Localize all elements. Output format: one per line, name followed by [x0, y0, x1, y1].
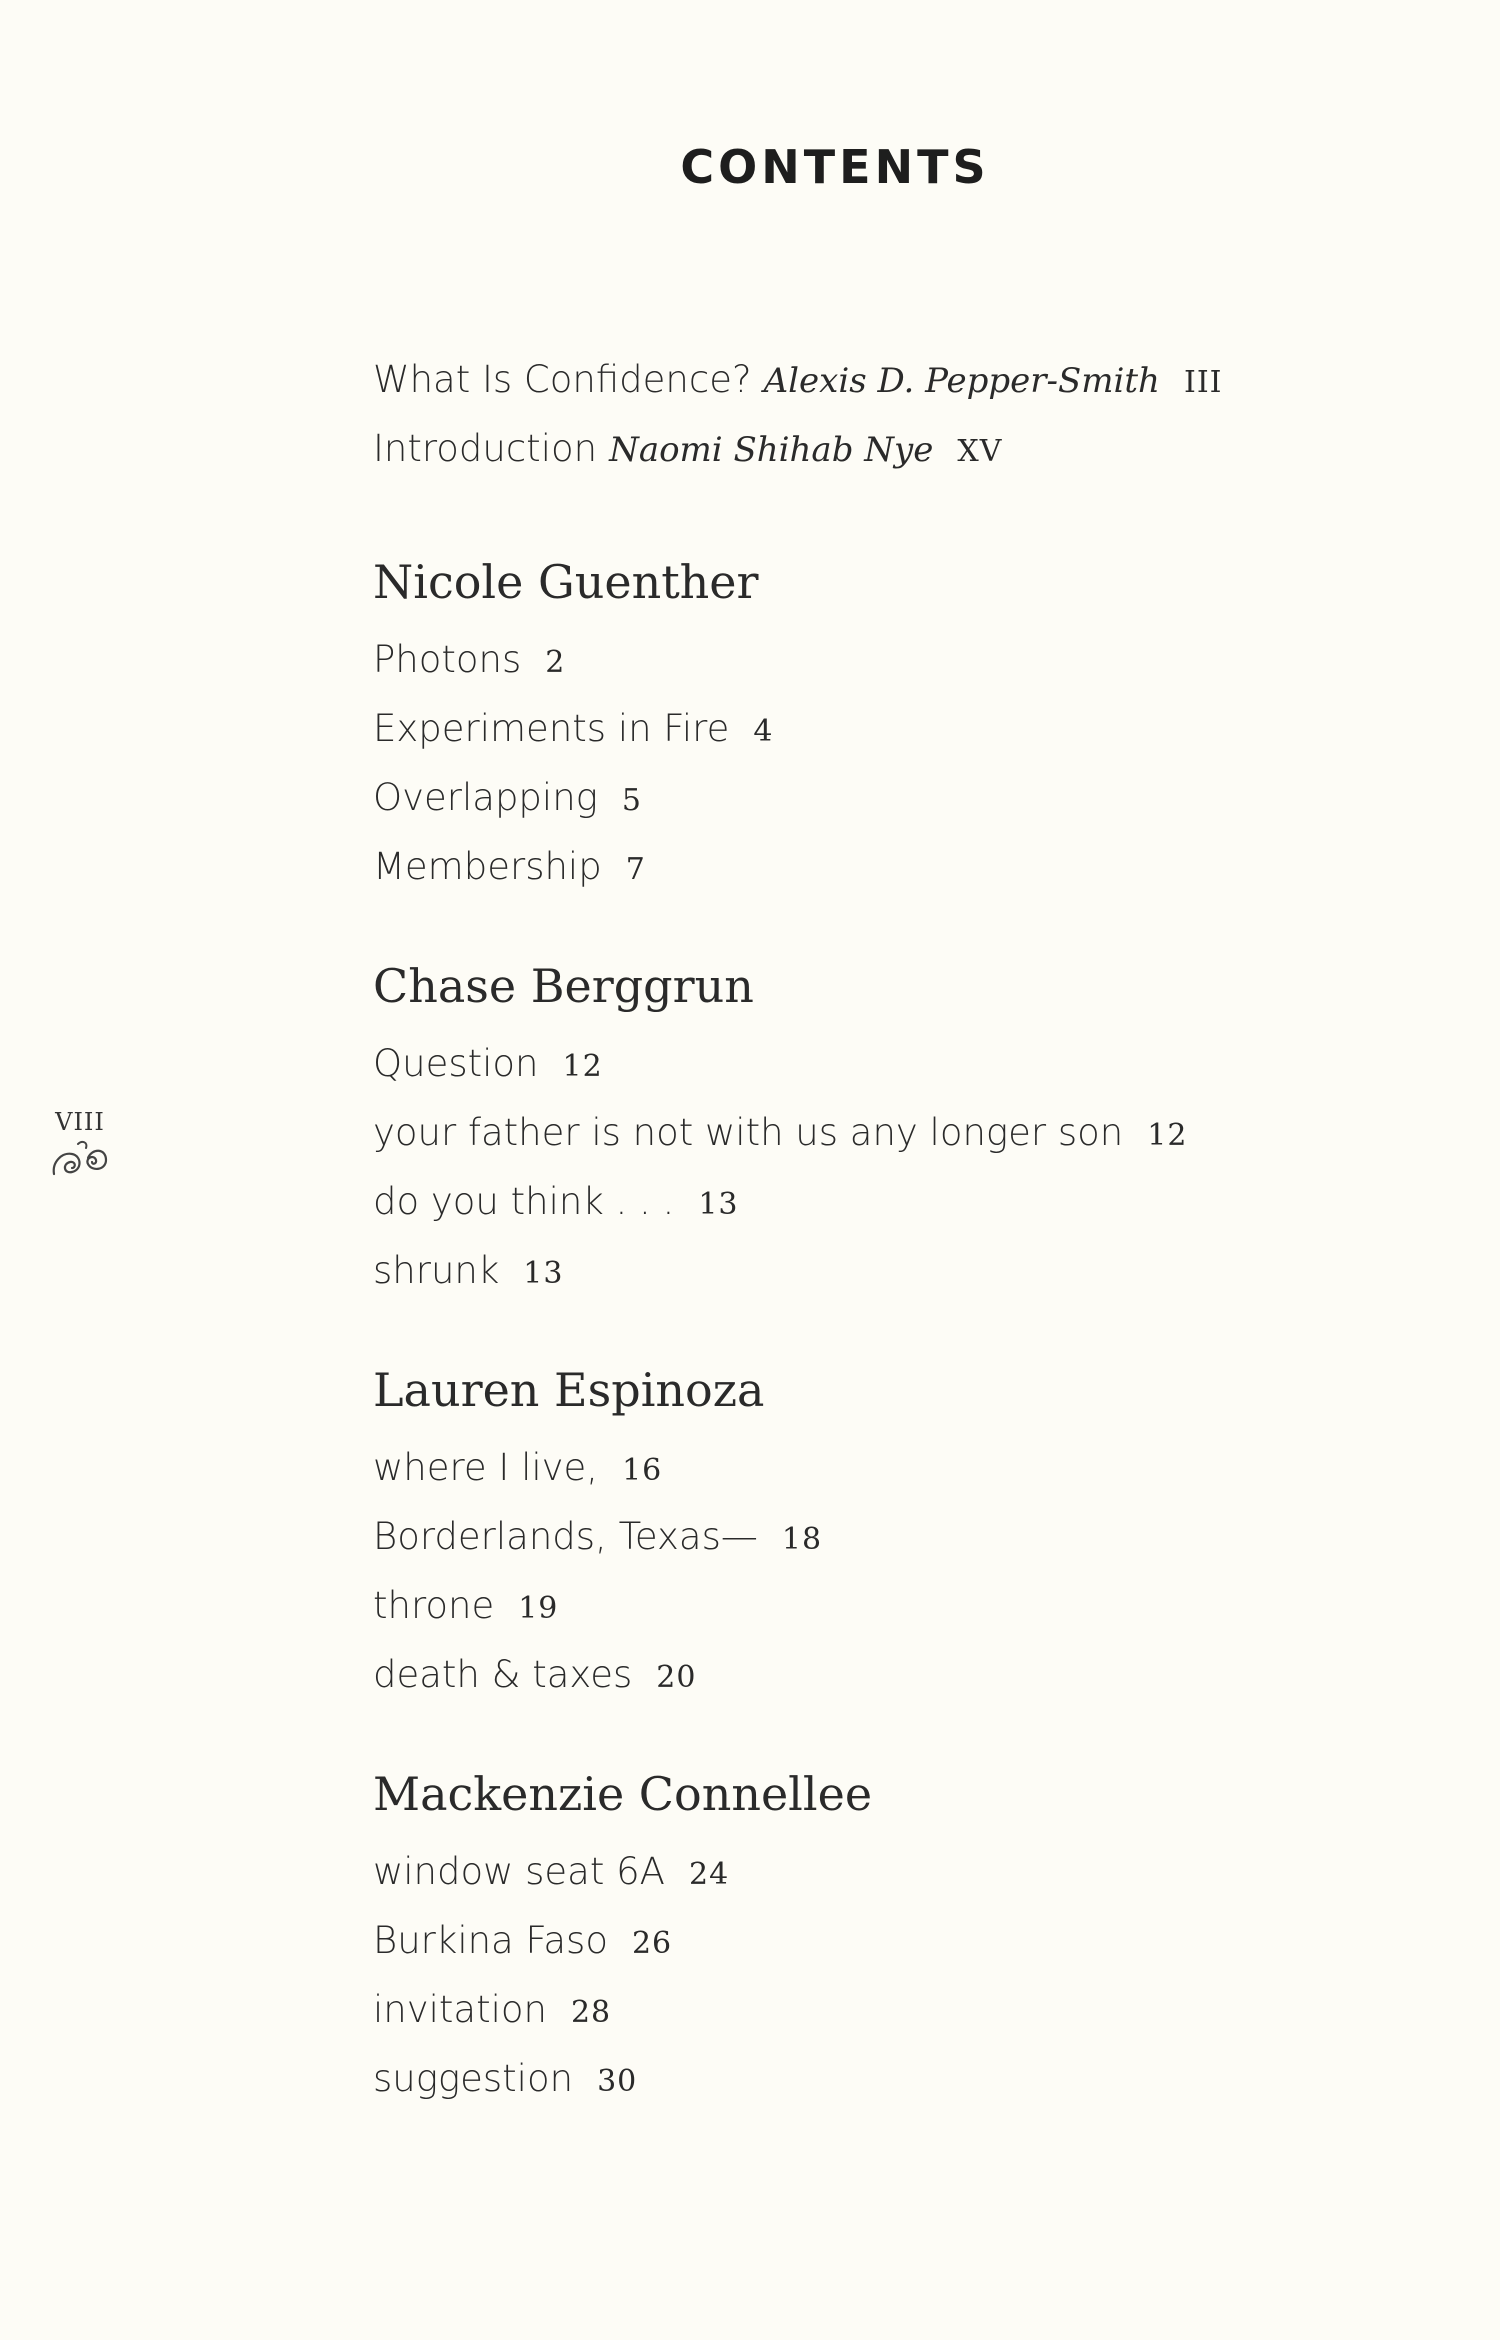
- toc-entry[interactable]: [373, 1571, 1373, 1640]
- toc-entry[interactable]: [373, 1975, 1373, 2044]
- table-of-contents: [373, 345, 1373, 2157]
- toc-entry[interactable]: [373, 1433, 1373, 1502]
- entry-title: Introduction: [373, 427, 598, 470]
- toc-entry[interactable]: [373, 832, 1373, 901]
- poet-section-mackenzie-connellee: [373, 1753, 1373, 2113]
- poet-name: Mackenzie Connellee: [373, 1767, 873, 1821]
- toc-entry[interactable]: [373, 1640, 1373, 1709]
- entry-page-number: III: [1183, 365, 1223, 400]
- front-matter-list: [373, 345, 1373, 483]
- entry-page-number: 12: [1147, 1118, 1188, 1153]
- entry-page-number: XV: [957, 434, 1003, 469]
- entry-title: shrunk: [373, 1249, 500, 1292]
- toc-entry[interactable]: [373, 1906, 1373, 1975]
- toc-entry[interactable]: [373, 1167, 1373, 1236]
- entry-title: Burkina Faso: [373, 1919, 608, 1962]
- toc-entry[interactable]: [373, 1236, 1373, 1305]
- toc-entry[interactable]: [373, 625, 1373, 694]
- entry-page-number: 5: [621, 783, 642, 818]
- toc-entry[interactable]: [373, 763, 1373, 832]
- entry-page-number: 24: [688, 1857, 730, 1892]
- toc-entry-introduction[interactable]: [373, 414, 1373, 483]
- entry-title: Borderlands, Texas—: [373, 1515, 758, 1558]
- entry-page-number: 13: [523, 1256, 564, 1291]
- toc-entry[interactable]: [373, 1837, 1373, 1906]
- entry-author: Alexis D. Pepper-Smith: [763, 361, 1160, 401]
- poet-section-chase-berggrun: [373, 945, 1373, 1305]
- entry-title: invitation: [373, 1988, 547, 2031]
- poet-name: Chase Berggrun: [373, 959, 754, 1013]
- swirl-ornament-icon: [48, 1136, 112, 1180]
- entry-page-number: 18: [781, 1522, 823, 1557]
- entry-title: What Is Confidence?: [373, 358, 752, 401]
- entry-page-number: 20: [656, 1660, 697, 1695]
- entry-title: do you think . . .: [373, 1180, 675, 1223]
- entry-page-number: 4: [753, 714, 774, 749]
- toc-entry[interactable]: [373, 2044, 1373, 2113]
- entry-title: Membership: [373, 845, 602, 888]
- toc-entry[interactable]: [373, 1098, 1373, 1167]
- entry-title: throne: [373, 1584, 495, 1627]
- entry-page-number: 26: [631, 1926, 673, 1961]
- poet-section-nicole-guenther: [373, 541, 1373, 901]
- entry-title: Experiments in Fire: [373, 707, 730, 750]
- entry-page-number: 7: [625, 852, 646, 887]
- entry-title: window seat 6A: [373, 1850, 665, 1893]
- entry-page-number: 2: [545, 645, 566, 680]
- entry-page-number: 12: [562, 1049, 603, 1084]
- entry-title: your father is not with us any longer son: [373, 1111, 1124, 1154]
- entry-title: suggestion: [373, 2057, 574, 2100]
- poet-name: Nicole Guenther: [373, 555, 759, 609]
- page-title: CONTENTS: [680, 140, 990, 194]
- entry-title: death & taxes: [373, 1653, 633, 1696]
- poet-section-lauren-espinoza: [373, 1349, 1373, 1709]
- entry-page-number: 19: [518, 1591, 559, 1626]
- folio-page-number: VIII: [55, 1108, 105, 1136]
- entry-page-number: 30: [597, 2064, 638, 2099]
- toc-entry-what-is-confidence[interactable]: [373, 345, 1373, 414]
- entry-page-number: 13: [698, 1187, 739, 1222]
- poet-name: Lauren Espinoza: [373, 1363, 765, 1417]
- folio: [44, 1108, 116, 1180]
- entry-title: Overlapping: [373, 776, 598, 819]
- entry-author: Naomi Shihab Nye: [609, 430, 934, 470]
- toc-entry[interactable]: [373, 1029, 1373, 1098]
- toc-entry[interactable]: [373, 694, 1373, 763]
- entry-page-number: 28: [570, 1995, 612, 2030]
- entry-page-number: 16: [622, 1453, 663, 1488]
- entry-title: Question: [373, 1042, 539, 1085]
- toc-entry[interactable]: [373, 1502, 1373, 1571]
- entry-title: Photons: [373, 638, 522, 681]
- entry-title: where I live,: [373, 1446, 599, 1489]
